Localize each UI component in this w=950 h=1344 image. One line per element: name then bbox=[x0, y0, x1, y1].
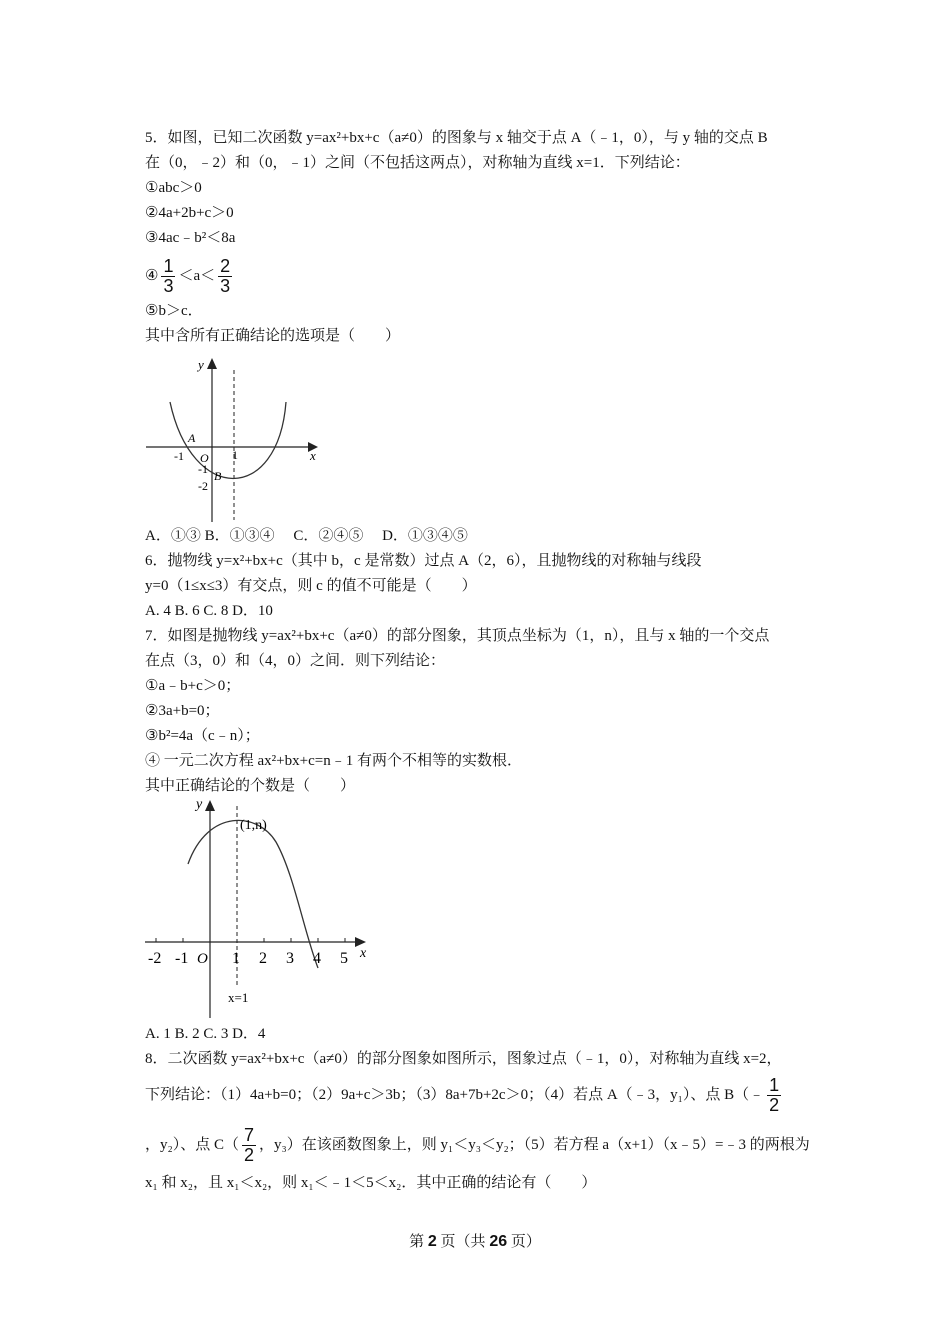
q5-conclusion-3: ③4ac﹣b²＜8a bbox=[145, 230, 236, 246]
q7-origin: O bbox=[197, 951, 208, 967]
q7-tick-label: 4 bbox=[313, 950, 321, 967]
q7-conclusion-1: ①a﹣b+c＞0； bbox=[145, 678, 241, 694]
q5-c4-prefix: ④ bbox=[145, 268, 159, 284]
q5-y-arrow bbox=[207, 358, 217, 369]
q5-y-label: y bbox=[198, 357, 204, 372]
current-page-number: 2 bbox=[427, 1233, 437, 1250]
q5-x-label: x bbox=[310, 448, 316, 463]
q5-options: A．①③ B．①③④ C．②④⑤ D．①③④⑤ bbox=[145, 528, 468, 544]
q7-y-arrow bbox=[205, 800, 215, 811]
q5-stem-line2: 在（0，﹣2）和（0，﹣1）之间（不包括这两点），对称轴为直线 x=1．下列结论： bbox=[145, 155, 690, 171]
page-footer bbox=[0, 1230, 950, 1251]
total-page-count: 26 bbox=[489, 1233, 508, 1250]
q7-axis-label: x=1 bbox=[228, 990, 249, 1005]
q5-tick-y-neg1: -1 bbox=[198, 462, 208, 476]
q6-stem-line2: y=0（1≤x≤3）有交点，则 c 的值不可能是（ ） bbox=[145, 578, 477, 594]
q5-origin: O bbox=[200, 451, 209, 465]
q5-stem-line1: 5．如图，已知二次函数 y=ax²+bx+c（a≠0）的图象与 x 轴交于点 A（﹣1，0），与 y 轴的交点 B bbox=[145, 130, 768, 146]
q8-line3-b: ，y₃）在该函数图象上，则 y₁＜y₃＜y₂；（5）若方程 a（x+1）（x﹣5）=﹣3 的两根为 bbox=[259, 1137, 810, 1153]
q7-x-label: x bbox=[360, 946, 367, 961]
q7-stem-line2: 在点（3，0）和（4，0）之间．则下列结论： bbox=[145, 653, 446, 669]
footer-prefix: 第 bbox=[409, 1234, 428, 1250]
q8-line2-text: 下列结论：（1）4a+b=0；（2）9a+c＞3b；（3）8a+7b+2c＞0；（4）若点 A（﹣3，y₁）、点 B（﹣ bbox=[145, 1087, 765, 1103]
q7-conclusion-3: ③b²=4a（c﹣n）； bbox=[145, 728, 260, 744]
q8-stem-line4: x₁ 和 x₂，且 x₁＜x₂，则 x₁＜﹣1＜5＜x₂．其中正确的结论有（ ） bbox=[145, 1175, 597, 1191]
q5-conclusion-2: ②4a+2b+c＞0 bbox=[145, 205, 234, 221]
q7-stem-line1: 7．如图是抛物线 y=ax²+bx+c（a≠0）的部分图象，其顶点坐标为（1，n），且与 x 轴的一个交点 bbox=[145, 628, 770, 644]
q7-vertex-label: (1,n) bbox=[240, 818, 267, 833]
q5-point-A: A bbox=[188, 431, 196, 445]
q7-tick-label: 1 bbox=[232, 950, 240, 967]
q8-fraction-one-half: $\frac{1}{2}$ bbox=[769, 1075, 780, 1116]
q7-tick-label: -2 bbox=[148, 950, 162, 967]
q8-fraction-seven-halves: $\frac{7}{2}$ bbox=[244, 1125, 255, 1166]
q5-conclusion-1: ①abc＞0 bbox=[145, 180, 202, 196]
q5-fraction-two-thirds: $\frac{2}{3}$ bbox=[220, 256, 231, 297]
q8-line3-a: ，y₂）、点 C（ bbox=[145, 1137, 239, 1153]
q7-tick-label: 5 bbox=[340, 950, 348, 967]
q7-conclusion-2: ②3a+b=0； bbox=[145, 703, 220, 719]
q5-conclusion-5: ⑤b＞c． bbox=[145, 303, 203, 319]
q7-tick-label: -1 bbox=[175, 950, 189, 967]
q5-c4-mid: ＜a＜ bbox=[178, 268, 216, 284]
q7-tick-label: 2 bbox=[259, 950, 267, 967]
q7-y-label: y bbox=[196, 797, 203, 812]
q7-conclusion-4: ④ 一元二次方程 ax²+bx+c=n﹣1 有两个不相等的实数根． bbox=[145, 753, 522, 769]
q8-stem-line2 bbox=[145, 1074, 784, 1116]
q8-stem-line3 bbox=[145, 1124, 810, 1166]
q7-tick-label: 3 bbox=[286, 950, 294, 967]
q7-question: 其中正确结论的个数是（ ） bbox=[145, 778, 356, 794]
q7-options: A. 1 B. 2 C. 3 D．4 bbox=[145, 1026, 266, 1042]
q5-parabola-graph bbox=[140, 352, 330, 524]
q5-conclusion-4 bbox=[145, 256, 235, 296]
q5-fraction-one-third: $\frac{1}{3}$ bbox=[163, 256, 174, 297]
q7-parabola-graph bbox=[140, 792, 380, 1020]
q8-stem-line1: 8．二次函数 y=ax²+bx+c（a≠0）的部分图象如图所示，图象过点（﹣1，0），对称轴为直线 x=2， bbox=[145, 1051, 782, 1067]
q5-tick-1: 1 bbox=[232, 448, 238, 462]
q5-question: 其中含所有正确结论的选项是（ ） bbox=[145, 328, 401, 344]
q5-tick-neg1: -1 bbox=[174, 449, 184, 463]
q5-tick-y-neg2: -2 bbox=[198, 479, 208, 493]
footer-middle: 页（共 bbox=[436, 1234, 490, 1250]
footer-suffix: 页） bbox=[507, 1234, 541, 1250]
q6-stem-line1: 6．抛物线 y=x²+bx+c（其中 b，c 是常数）过点 A（2，6），且抛物线的对称轴与线段 bbox=[145, 553, 702, 569]
q6-options: A. 4 B. 6 C. 8 D．10 bbox=[145, 603, 273, 619]
q5-point-B: B bbox=[214, 469, 222, 483]
q7-parabola-curve bbox=[188, 820, 318, 968]
